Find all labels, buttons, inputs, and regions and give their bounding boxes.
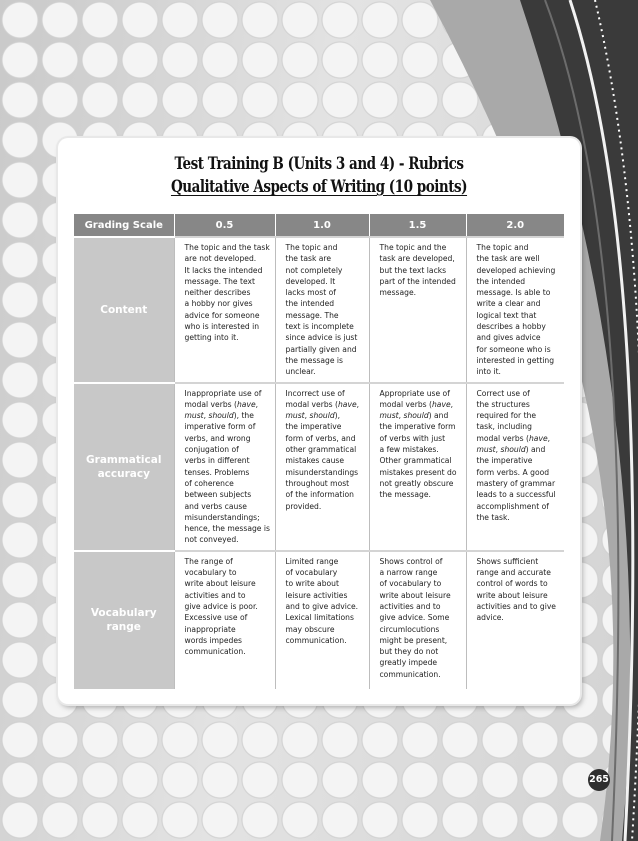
descriptor-line: the message. — [379, 490, 431, 500]
descriptor-line: communication. — [379, 669, 441, 679]
descriptor-line: text is incomplete — [285, 322, 354, 332]
descriptor-line: the intended — [476, 276, 526, 286]
descriptor-line: Incorrect use of — [285, 388, 345, 398]
descriptor-line: mistakes cause — [285, 456, 345, 466]
descriptor-line: misunderstandings; — [184, 512, 260, 522]
descriptor-line: must, should), the — [184, 411, 254, 421]
descriptor-line: not conveyed. — [184, 535, 239, 545]
descriptor-line: write about leisure — [184, 579, 256, 589]
criterion-cell — [74, 237, 174, 383]
descriptor-line: communication. — [285, 635, 347, 645]
header-grading-scale: Grading Scale — [74, 214, 174, 237]
descriptor-line: write a clear and — [476, 299, 541, 309]
descriptor-line: Other grammatical — [379, 456, 452, 466]
criterion-label: range — [106, 621, 141, 634]
header-score-1-5: 1.5 — [369, 214, 466, 237]
descriptor-line: may obscure — [285, 624, 335, 634]
descriptor-line: give advice. Some — [379, 613, 450, 623]
descriptor-line: modal verbs (have, — [379, 399, 454, 409]
descriptor-line: The topic and — [285, 243, 338, 252]
descriptor-line: required for the — [476, 411, 537, 421]
descriptor-line: must, should) and — [476, 445, 546, 455]
header-score-0-5: 0.5 — [174, 214, 275, 237]
descriptor-line: and to give advice. — [285, 601, 359, 611]
header-score-1-0: 1.0 — [275, 214, 369, 237]
page-title — [105, 152, 533, 198]
descriptor-cell-score-1-5 — [369, 551, 466, 689]
descriptor-line: modal verbs (have, — [285, 399, 360, 409]
descriptor-line: Shows control of — [379, 556, 443, 566]
descriptor-line: form verbs. A good — [476, 467, 550, 477]
descriptor-line: other grammatical — [285, 445, 357, 455]
page-number: 265 — [588, 769, 610, 791]
descriptor-line: not completely — [285, 265, 343, 275]
descriptor-line: between subjects — [184, 490, 252, 500]
table-row — [74, 551, 564, 689]
descriptor-line: might be present, — [379, 635, 448, 645]
descriptor-cell-score-1-0 — [275, 383, 369, 551]
descriptor-line: leads to a successful — [476, 490, 556, 500]
descriptor-cell-score-0-5 — [174, 383, 275, 551]
descriptor-line: vocabulary to — [184, 568, 237, 578]
descriptor-line: words impedes — [184, 635, 242, 645]
descriptor-line: activities and to — [379, 601, 441, 611]
descriptor-line: the imperative — [476, 456, 533, 466]
descriptor-line: to write about — [285, 579, 339, 589]
descriptor-cell-score-0-5 — [174, 237, 275, 383]
descriptor-line: the imperative — [285, 422, 342, 432]
descriptor-cell-score-1-5 — [369, 383, 466, 551]
descriptor-line: modal verbs (have, — [476, 433, 551, 443]
descriptor-line: must, should) and — [379, 411, 449, 421]
descriptor-line: range and accurate — [476, 568, 551, 578]
descriptor-line: unclear. — [285, 367, 316, 377]
descriptor-line: Inappropriate use of — [184, 388, 262, 398]
descriptor-line: must, should), — [285, 411, 341, 421]
title-line-2: Qualitative Aspects of Writing (10 points) — [170, 177, 468, 196]
descriptor-line: the intended — [285, 299, 335, 309]
descriptor-line: provided. — [285, 501, 322, 511]
descriptor-line: communication. — [184, 647, 246, 657]
descriptor-cell-score-1-5 — [369, 237, 466, 383]
descriptor-line: write about leisure — [379, 590, 451, 600]
descriptor-line: imperative form of — [184, 422, 256, 432]
descriptor-line: accomplishment of — [476, 501, 549, 511]
descriptor-line: the task are well — [476, 254, 540, 264]
descriptor-line: verbs in different — [184, 456, 250, 466]
descriptor-line: part of the intended — [379, 276, 456, 286]
descriptor-line: The topic and — [476, 243, 529, 252]
descriptor-line: form of verbs, and — [285, 433, 356, 443]
descriptor-line: activities and to give — [476, 601, 556, 611]
descriptor-line: Appropriate use of — [379, 388, 450, 398]
descriptor-line: the structures — [476, 399, 530, 409]
descriptor-line: developed achieving — [476, 265, 556, 275]
descriptor-line: inappropriate — [184, 624, 236, 634]
table-row — [74, 383, 564, 551]
descriptor-line: message. — [379, 288, 417, 298]
criterion-cell — [74, 383, 174, 551]
descriptor-line: misunderstandings — [285, 467, 359, 477]
descriptor-line: a hobby nor gives — [184, 299, 253, 309]
descriptor-line: Correct use of — [476, 388, 530, 398]
descriptor-line: a few mistakes. — [379, 445, 439, 455]
descriptor-line: describes a hobby — [476, 322, 546, 332]
descriptor-line: mistakes present do — [379, 467, 457, 477]
descriptor-line: and gives advice — [476, 333, 541, 343]
criterion-label: Grammatical — [86, 453, 162, 466]
descriptor-line: advice. — [476, 613, 504, 623]
descriptor-line: hence, the message is — [184, 524, 270, 534]
descriptor-line: write about leisure — [476, 590, 548, 600]
descriptor-line: interested in getting — [476, 355, 555, 365]
descriptor-line: and verbs cause — [184, 501, 247, 511]
header-score-2-0: 2.0 — [466, 214, 564, 237]
descriptor-line: who is interested in — [184, 322, 260, 332]
rubric-card — [58, 138, 580, 704]
criterion-label: accuracy — [97, 467, 150, 480]
descriptor-line: the imperative form — [379, 422, 456, 432]
descriptor-line: The range of — [184, 556, 233, 566]
descriptor-line: modal verbs (have, — [184, 399, 259, 409]
descriptor-line: partially given and — [285, 344, 357, 354]
descriptor-line: message. Is able to — [476, 288, 551, 298]
descriptor-line: task are developed, — [379, 254, 455, 264]
header-row — [74, 214, 564, 237]
descriptor-cell-score-2-0 — [466, 551, 564, 689]
descriptor-line: throughout most — [285, 478, 350, 488]
descriptor-line: of verbs with just — [379, 433, 446, 443]
descriptor-line: for someone who is — [476, 344, 551, 354]
descriptor-line: verbs, and wrong — [184, 433, 251, 443]
descriptor-line: Excessive use of — [184, 613, 248, 623]
descriptor-cell-score-0-5 — [174, 551, 275, 689]
descriptor-line: greatly impede — [379, 658, 438, 668]
descriptor-cell-score-2-0 — [466, 383, 564, 551]
descriptor-line: logical text that — [476, 310, 537, 320]
descriptor-line: task, including — [476, 422, 532, 432]
descriptor-line: lacks most of — [285, 288, 336, 298]
descriptor-line: the task. — [476, 512, 510, 522]
descriptor-cell-score-1-0 — [275, 551, 369, 689]
descriptor-line: of vocabulary — [285, 568, 338, 578]
descriptor-line: getting into it. — [184, 333, 239, 343]
descriptor-line: conjugation of — [184, 445, 239, 455]
criterion-label: Content — [100, 303, 148, 316]
descriptor-line: message. The — [285, 310, 339, 320]
table-row — [74, 237, 564, 383]
descriptor-line: the message is — [285, 355, 343, 365]
descriptor-line: into it. — [476, 367, 501, 377]
descriptor-line: but the text lacks — [379, 265, 447, 275]
descriptor-line: of vocabulary to — [379, 579, 442, 589]
descriptor-line: activities and to — [184, 590, 246, 600]
descriptor-line: not greatly obscure — [379, 478, 454, 488]
descriptor-line: Limited range — [285, 556, 339, 566]
descriptor-line: developed. It — [285, 276, 336, 286]
descriptor-cell-score-2-0 — [466, 237, 564, 383]
descriptor-line: neither describes — [184, 288, 251, 298]
descriptor-line: message. The text — [184, 276, 255, 286]
descriptor-line: since advice is just — [285, 333, 358, 343]
descriptor-line: of coherence — [184, 478, 234, 488]
descriptor-line: The topic and the task — [184, 243, 270, 252]
descriptor-line: leisure activities — [285, 590, 348, 600]
descriptor-line: mastery of grammar — [476, 478, 556, 488]
descriptor-line: control of words to — [476, 579, 548, 589]
descriptor-line: The topic and the — [379, 243, 447, 252]
descriptor-line: of the information — [285, 490, 354, 500]
descriptor-line: give advice is poor. — [184, 601, 258, 611]
descriptor-line: advice for someone — [184, 310, 260, 320]
descriptor-cell-score-1-0 — [275, 237, 369, 383]
criterion-cell — [74, 551, 174, 689]
descriptor-line: tenses. Problems — [184, 467, 250, 477]
title-line-1: Test Training B (Units 3 and 4) - Rubrics — [174, 154, 464, 173]
descriptor-line: Lexical limitations — [285, 613, 354, 623]
descriptor-line: a narrow range — [379, 568, 438, 578]
descriptor-line: circumlocutions — [379, 624, 440, 634]
descriptor-line: the task are — [285, 254, 332, 264]
descriptor-line: Shows sufficient — [476, 556, 539, 566]
descriptor-line: It lacks the intended — [184, 265, 263, 275]
descriptor-line: but they do not — [379, 647, 439, 657]
rubric-table — [74, 214, 564, 689]
descriptor-line: are not developed. — [184, 254, 257, 264]
criterion-label: Vocabulary — [90, 607, 157, 620]
